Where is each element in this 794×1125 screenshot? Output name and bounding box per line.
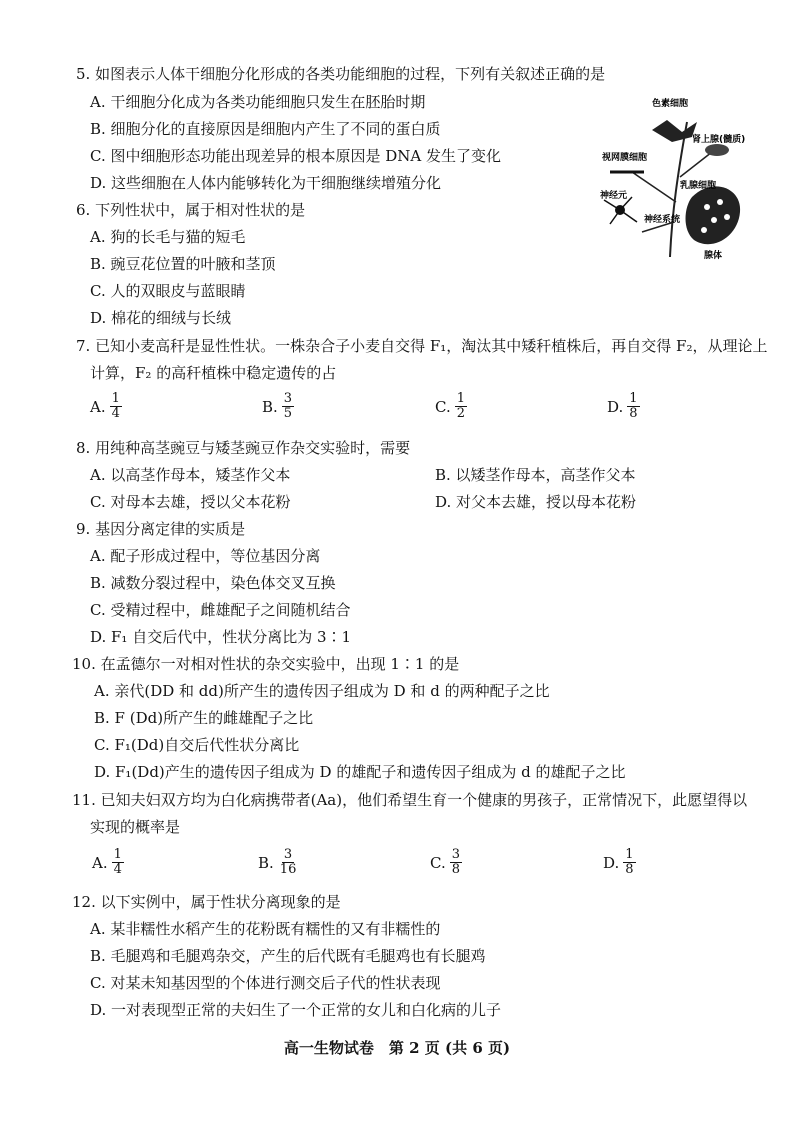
diagram-label-pigment: 色素细胞 — [652, 99, 689, 109]
q7-option-b: B. $\frac{3}{5}$ — [262, 391, 293, 421]
fraction: $\frac{1}{2}$ — [456, 391, 465, 421]
fraction: $\frac{3}{8}$ — [451, 847, 460, 877]
q8-option-b: B. 以矮茎作母本，高茎作父本 — [435, 466, 636, 484]
q7-option-a: A. $\frac{1}{4}$ — [90, 391, 120, 421]
fraction: $\frac{3}{16}$ — [279, 847, 297, 877]
page-footer: 高一生物试卷 第 2 页 (共 6 页) — [283, 1039, 511, 1057]
q8-option-a: A. 以高茎作母本，矮茎作父本 — [90, 466, 291, 484]
q6-option-b: B. 豌豆花位置的叶腋和茎顶 — [90, 255, 276, 273]
adrenal-icon — [705, 144, 729, 156]
q9-option-d: D. F₁ 自交后代中，性状分离比为 3∶1 — [90, 628, 352, 646]
q7-stem-line2: 计算，F₂ 的高秆植株中稳定遗传的占 — [90, 364, 337, 382]
q6-option-a: A. 狗的长毛与猫的短毛 — [90, 228, 246, 246]
q12-option-c: C. 对某未知基因型的个体进行测交后子代的性状表现 — [90, 974, 441, 992]
q11-stem-line1: 11. 已知夫妇双方均为白化病携带者(Aa)，他们希望生育一个健康的男孩子，正常情况下，此愿望得以 — [72, 791, 748, 809]
q10-option-c: C. F₁(Dd)自交后代性状分离比 — [94, 736, 300, 754]
mammary-gland-icon — [686, 186, 741, 244]
q11-option-a: A. $\frac{1}{4}$ — [92, 847, 122, 877]
fraction: $\frac{1}{8}$ — [625, 847, 634, 877]
q8-option-d: D. 对父本去雄，授以母本花粉 — [435, 493, 637, 511]
q11-stem-line2: 实现的概率是 — [90, 818, 181, 836]
q7-option-d: D. $\frac{1}{8}$ — [607, 391, 638, 421]
diagram-label-gland: 腺体 — [704, 251, 723, 261]
q11-option-d: D. $\frac{1}{8}$ — [603, 847, 634, 877]
q8-option-c: C. 对母本去雄，授以父本花粉 — [90, 493, 291, 511]
q6-option-c: C. 人的双眼皮与蓝眼睛 — [90, 282, 246, 300]
stem-cell-differentiation-diagram — [592, 92, 750, 262]
q9-option-b: B. 减数分裂过程中，染色体交叉互换 — [90, 574, 336, 592]
q7-option-c: C. $\frac{1}{2}$ — [435, 391, 465, 421]
diagram-label-retina: 视网膜细胞 — [602, 153, 648, 163]
diagram-label-nervous-system: 神经系统 — [644, 215, 681, 225]
q9-stem: 9. 基因分离定律的实质是 — [76, 520, 246, 538]
fraction: $\frac{1}{8}$ — [629, 391, 638, 421]
q11-option-c: C. $\frac{3}{8}$ — [430, 847, 460, 877]
pigment-cell-icon — [652, 120, 697, 142]
diagram-label-neuron: 神经元 — [600, 191, 628, 201]
diagram-label-adrenal: 肾上腺(髓质) — [692, 135, 746, 145]
diagram-label-mammary: 乳腺细胞 — [680, 181, 717, 191]
q12-option-b: B. 毛腿鸡和毛腿鸡杂交，产生的后代既有毛腿鸡也有长腿鸡 — [90, 947, 486, 965]
q5-option-b: B. 细胞分化的直接原因是细胞内产生了不同的蛋白质 — [90, 120, 441, 138]
fraction: $\frac{1}{4}$ — [111, 391, 120, 421]
q10-option-d: D. F₁(Dd)产生的遗传因子组成为 D 的雄配子和遗传因子组成为 d 的雄配子之比 — [94, 763, 626, 781]
q12-stem: 12. 以下实例中，属于性状分离现象的是 — [72, 893, 341, 911]
q6-option-d: D. 棉花的细绒与长绒 — [90, 309, 232, 327]
q5-option-c: C. 图中细胞形态功能出现差异的根本原因是 DNA 发生了变化 — [90, 147, 502, 165]
fraction: $\frac{3}{5}$ — [283, 391, 293, 421]
q9-option-a: A. 配子形成过程中，等位基因分离 — [90, 547, 321, 565]
q5-option-a: A. 干细胞分化成为各类功能细胞只发生在胚胎时期 — [90, 93, 426, 111]
q8-stem: 8. 用纯种高茎豌豆与矮茎豌豆作杂交实验时，需要 — [76, 439, 411, 457]
fraction: $\frac{1}{4}$ — [113, 847, 122, 877]
q10-stem: 10. 在孟德尔一对相对性状的杂交实验中，出现 1∶1 的是 — [72, 655, 460, 673]
q12-option-d: D. 一对表现型正常的夫妇生了一个正常的女儿和白化病的儿子 — [90, 1001, 502, 1019]
q10-option-a: A. 亲代(DD 和 dd)所产生的遗传因子组成为 D 和 d 的两种配子之比 — [94, 682, 550, 700]
q6-stem: 6. 下列性状中，属于相对性状的是 — [76, 201, 306, 219]
q7-stem-line1: 7. 已知小麦高秆是显性性状。一株杂合子小麦自交得 F₁，淘汰其中矮秆植株后，再自交得 F₂，从理论上 — [76, 337, 768, 355]
q10-option-b: B. F (Dd)所产生的雌雄配子之比 — [94, 709, 314, 727]
q5-option-d: D. 这些细胞在人体内能够转化为干细胞继续增殖分化 — [90, 174, 442, 192]
q11-option-b: B. $\frac{3}{16}$ — [258, 847, 297, 877]
q5-stem: 5. 如图表示人体干细胞分化形成的各类功能细胞的过程，下列有关叙述正确的是 — [76, 65, 606, 83]
neuron-icon — [604, 197, 637, 224]
q12-option-a: A. 某非糯性水稻产生的花粉既有糯性的又有非糯性的 — [90, 920, 441, 938]
q9-option-c: C. 受精过程中，雌雄配子之间随机结合 — [90, 601, 351, 619]
